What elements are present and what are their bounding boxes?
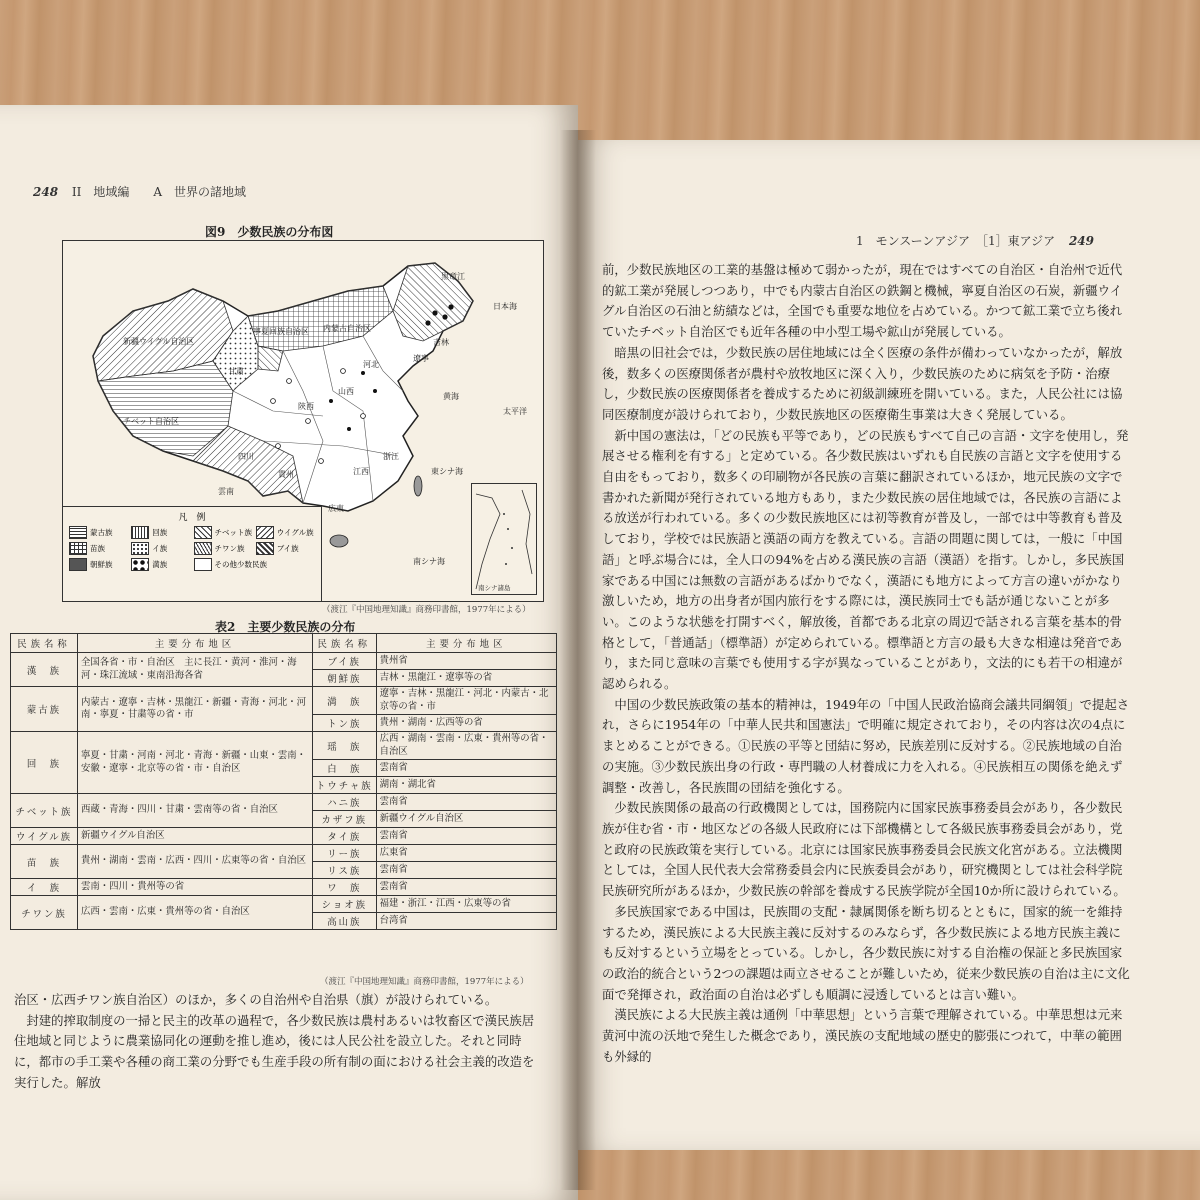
table-cell: 広東省 (376, 845, 556, 862)
map-label-shanxi: 山西 (338, 387, 354, 396)
book-gutter-shadow (560, 130, 596, 1190)
legend-label: チベット族 (214, 528, 252, 537)
legend-swatch (194, 542, 212, 555)
map-label-xinjiang: 新疆ウイグル自治区 (123, 337, 195, 346)
legend-swatch (256, 542, 274, 555)
col-header: 主要分布地区 (78, 634, 313, 653)
table-cell: 新疆ウイグル自治区 (376, 811, 556, 828)
table-cell: 新疆ウイグル自治区 (78, 828, 313, 845)
map-label-heilongjiang: 黒竜江 (441, 272, 465, 281)
col-header: 民族名称 (313, 634, 377, 653)
table-cell: トン族 (313, 715, 377, 732)
table-cell: 雲南省 (376, 862, 556, 879)
figure-caption: 図9 少数民族の分布図 (205, 225, 334, 239)
table-cell: 福建・浙江・江西・広東等の省 (376, 896, 556, 913)
table-cell: 蒙古族 (11, 687, 78, 732)
map-label-guizhou: 貴州 (278, 470, 294, 479)
legend-swatch (69, 526, 87, 539)
table-cell: タイ族 (313, 828, 377, 845)
map-label-sea-of-japan: 日本海 (493, 302, 517, 311)
legend-item (194, 558, 316, 571)
table-source-note: （渡江『中国地理知識』商務印書館，1977年による） (320, 977, 529, 987)
map-label-inset: 南シナ諸島 (478, 584, 511, 592)
table-cell: チワン族 (11, 896, 78, 930)
paragraph: 暗黒の旧社会では，少数民族の居住地域には全く医療の条件が備わっていなかったが，解放後，数多くの医療関係者が農村や放牧地区に深く入り，少数民族のために病気を予防・治療し，少数民族の医療関係者を養成するために初級訓練班を開いている。また，人民公社には協同医療制度が設けられており，少数民族地区の医療衛生事業は大きく発展している。 (602, 344, 1123, 422)
table-cell: 湖南・湖北省 (376, 777, 556, 794)
legend-item (131, 526, 190, 539)
left-page (0, 105, 578, 1200)
paragraph: 中国の少数民族政策の基本的精神は，1949年の「中国人民政治協商会議共同綱領」で提起され，さらに1954年の「中華人民共和国憲法」で明確に規定されており，その内容は次の4点にまとめることができる。①民族の平等と団結に努め，民族差別に反対する。②民族地域の自治の実施。③少数民族出身の行政・専門職の人材養成に力を入れる。④民族相互の関係を絶えず調整・改善し，各民族間の団結を強化する。 (602, 696, 1130, 795)
table-cell: 遼寧・吉林・黒龍江・河北・内蒙古・北京等の省・市 (376, 687, 556, 715)
table-cell: ショオ族 (313, 896, 377, 913)
legend-item (69, 558, 128, 571)
table-cell: 吉林・黒龍江・遼寧等の省 (376, 670, 556, 687)
legend-swatch (194, 526, 212, 539)
left-page-number: 248 (33, 185, 59, 199)
legend-swatch (69, 558, 87, 571)
right-header-text: 1 モンスーンアジア ［1］東アジア (856, 234, 1056, 248)
table-cell: 内蒙古・遼寧・吉林・黒龍江・新疆・青海・河北・河南・寧夏・甘粛等の省・市 (78, 687, 313, 732)
table-cell: 貴州・湖南・広西等の省 (376, 715, 556, 732)
right-page-number: 249 (1068, 234, 1095, 248)
map-label-yunnan: 雲南 (218, 487, 234, 496)
legend-item (194, 526, 253, 539)
table-cell: 白 族 (313, 760, 377, 777)
map-source-note: （渡江『中国地理知識』商務印書館，1977年による） (322, 605, 531, 615)
map-label-yellow-sea: 黄海 (443, 392, 459, 401)
table-cell: ブイ族 (313, 653, 377, 670)
legend-title: 凡 例 (178, 513, 206, 523)
table-cell: ワ 族 (313, 879, 377, 896)
legend-item (256, 542, 315, 555)
paragraph: 封建的搾取制度の一掃と民主的改革の過程で，各少数民族は農村あるいは牧畜区で漢民族居住地域と同じように農業協同化の運動を推し進め，後には人民公社を設立した。それと同時に，都市の手工業や各種の商工業の分野でも生産手段の所有制の面における社会主義的改造を実行した。解放 (14, 1012, 535, 1090)
paragraph: 多民族国家である中国は，民族間の支配・隷属関係を断ち切るとともに，国家的統一を維持するため，漢民族による大民族主義に反対するのみならず，各少数民族による地方民族主義にも反対するという立場をとっている。しかし，各少数民族に対する自治権の保証と多民族国家の政治的統合という2つの課題は両立させることが難しいため，従来少数民族の自治は主に文化面で発揮され，政治面の自治は必ずしも順調に浸透しているとは言い難い。 (602, 903, 1130, 1002)
legend-item (131, 542, 190, 555)
left-running-header (33, 183, 246, 200)
table-cell: 西蔵・青海・四川・甘粛・雲南等の省・自治区 (78, 794, 313, 828)
table-cell: 回 族 (11, 732, 78, 794)
legend-item (131, 558, 190, 571)
map-label-jilin: 吉林 (433, 338, 449, 347)
map-label-liaoning: 遼寧 (413, 354, 429, 363)
legend-item (69, 542, 128, 555)
map-label-gansu: 甘粛 (228, 367, 244, 376)
map-label-tibet: チベット自治区 (123, 417, 179, 426)
legend-swatch (131, 542, 149, 555)
right-body-text (602, 260, 1130, 1067)
table-cell: 雲南省 (376, 794, 556, 811)
map-label-ningxia: 寧夏回族自治区 (253, 327, 309, 336)
map-label-shaanxi: 陝西 (298, 402, 314, 411)
map-label-south-china-sea: 南シナ海 (413, 557, 445, 566)
table-cell: 広西・湖南・雲南・広東・貴州等の省・自治区 (376, 732, 556, 760)
table-cell: 雲南・四川・貴州等の省 (78, 879, 313, 896)
table-cell: 貴州省 (376, 653, 556, 670)
legend-swatch (256, 526, 274, 539)
legend-label: 苗族 (90, 544, 105, 553)
right-running-header (856, 232, 1094, 249)
left-body-text (14, 990, 546, 1094)
table-cell: 貴州・湖南・雲南・広西・四川・広東等の省・自治区 (78, 845, 313, 879)
table-cell: 寧夏・甘粛・河南・河北・青海・新疆・山東・雲南・安徽・遼寧・北京等の省・市・自治区 (78, 732, 313, 794)
legend-label: ブイ族 (276, 544, 299, 553)
paragraph: 少数民族関係の最高の行政機関としては，国務院内に国家民族事務委員会があり，各少数民族が住む省・市・地区などの各級人民政府には下部機構として各級民族事務委員会があり，党と政府の民族政策を実行している。北京には国家民族事務委員会民族文化宮がある。立法機関としては，全国人民代表大会常務委員会内に民族委員会があり，研究機関としては社会科学院民族研究所があるほか，少数民族の幹部を養成する民族学院が全国10か所に設けられている。 (602, 800, 1126, 899)
paragraph: 治区・広西チワン族自治区）のほか，多くの自治州や自治県（旗）が設けられている。 (14, 992, 498, 1007)
map-legend (63, 506, 322, 601)
table-cell: 雲南省 (376, 828, 556, 845)
legend-item (194, 542, 253, 555)
legend-label: ウイグル族 (276, 528, 314, 537)
map-label-hebei: 河北 (363, 360, 379, 369)
legend-swatch (194, 558, 212, 571)
map-label-sichuan: 四川 (238, 452, 254, 461)
map-label-jiangxi: 江西 (353, 467, 369, 476)
table-cell: 広西・雲南・広東・貴州等の省・自治区 (78, 896, 313, 930)
table-cell: ウイグル族 (11, 828, 78, 845)
table-cell: 台湾省 (376, 913, 556, 930)
minority-table (10, 633, 557, 930)
paragraph: 新中国の憲法は，「どの民族も平等であり，どの民族もすべて自己の言語・文字を使用し，発展させる権利を有する」と定めている。各少数民族はいずれも自民族の言語と文字を使用する自由をもっており，数多くの印刷物が各民族の言葉に翻訳されているほか，地元民族の文字で書かれた新聞が発行されている地方もあり，また少数民族の居住地域では，各民族の言語による放送が行われている。多くの少数民族地区には初等教育が普及し，一部では中等教育も普及しており，学校では民族語と漢語の両方を教えている。言語の問題に関しては，一般に「中国語」と呼ぶ場合には，全人口の94%を占める漢民族の言語（漢語）を指す。しかし，多民族国家である中国には無数の言語があるばかりでなく，漢語にも地方によって方言の違いがかなり激しいため，地方の出身者が国内旅行をする際には，漢民族同士でも話が通じないことが多い。このような状態を打開すべく，解放後，首都である北京の周辺で話される言葉を基本的骨格として，「普通話」（標準語）が定められている。標準語と方言の最も大きな相違は発音であり，また同じ意味の言葉でも使用する字が異なっていることがあり，文法的にも若干の相違が認められる。 (602, 427, 1129, 692)
map-label-guangdong: 広東 (328, 504, 344, 513)
legend-grid (63, 523, 321, 574)
right-page (578, 140, 1200, 1150)
left-header-text: II 地域編 A 世界の諸地域 (71, 185, 247, 199)
legend-label: イ族 (152, 544, 168, 553)
table-cell: 雲南省 (376, 760, 556, 777)
table-cell: 漢 族 (11, 653, 78, 687)
legend-swatch (69, 542, 87, 555)
legend-item (256, 526, 315, 539)
legend-label: 蒙古族 (90, 528, 113, 537)
table-cell: 満 族 (313, 687, 377, 715)
table-cell: リー族 (313, 845, 377, 862)
legend-label: 朝鮮族 (90, 560, 113, 569)
col-header: 民族名称 (11, 634, 78, 653)
legend-label: チワン族 (214, 544, 245, 553)
col-header: 主要分布地区 (376, 634, 556, 653)
table-cell: 全国各省・市・自治区 主に長江・黄河・淮河・海河・珠江流域・東南沿海各省 (78, 653, 313, 687)
table-cell: イ 族 (11, 879, 78, 896)
table-cell: 雲南省 (376, 879, 556, 896)
legend-swatch (131, 526, 149, 539)
table-cell: リス族 (313, 862, 377, 879)
table-cell: ハニ族 (313, 794, 377, 811)
table-cell: カザフ族 (313, 811, 377, 828)
map-label-zhejiang: 浙江 (383, 452, 399, 461)
map-label-inner-mongolia: 内蒙古自治区 (323, 324, 371, 333)
paragraph: 漢民族による大民族主義は通例「中華思想」という言葉で理解されている。中華思想は元来黄河中流の沃地で発生した概念であり，漢民族の支配地域の歴史的膨張につれて，中華の範囲も外縁的 (602, 1007, 1123, 1064)
map-label-east-china-sea: 東シナ海 (431, 467, 463, 476)
table-caption: 表2 主要少数民族の分布 (215, 620, 356, 634)
legend-label: 満族 (152, 560, 168, 569)
table-cell: 苗 族 (11, 845, 78, 879)
table-cell: トウチャ族 (313, 777, 377, 794)
legend-item (69, 526, 128, 539)
paragraph: 前，少数民族地区の工業的基盤は極めて弱かったが，現在ではすべての自治区・自治州で近代的鉱工業が発展しつつあり，中でも内蒙古自治区の鉄鋼と機械，寧夏自治区の石炭，新疆ウイグル自治区の石油と紡績などは，全国でも重要な地位を占めている。かつて鉱工業で立ち後れていたチベット自治区でも近年各種の中小型工場や鉱山が発展している。 (602, 262, 1123, 340)
table-cell: 朝鮮族 (313, 670, 377, 687)
minority-distribution-map (62, 240, 544, 602)
table-cell: チベット族 (11, 794, 78, 828)
south-china-sea-islands-inset (471, 483, 537, 595)
table-cell: 高山族 (313, 913, 377, 930)
table-cell: 瑶 族 (313, 732, 377, 760)
legend-label: 回族 (152, 528, 168, 537)
inset-graphic (472, 484, 536, 594)
legend-label: その他少数民族 (214, 560, 267, 569)
legend-swatch (131, 558, 149, 571)
map-label-pacific-ocean: 太平洋 (503, 407, 527, 416)
